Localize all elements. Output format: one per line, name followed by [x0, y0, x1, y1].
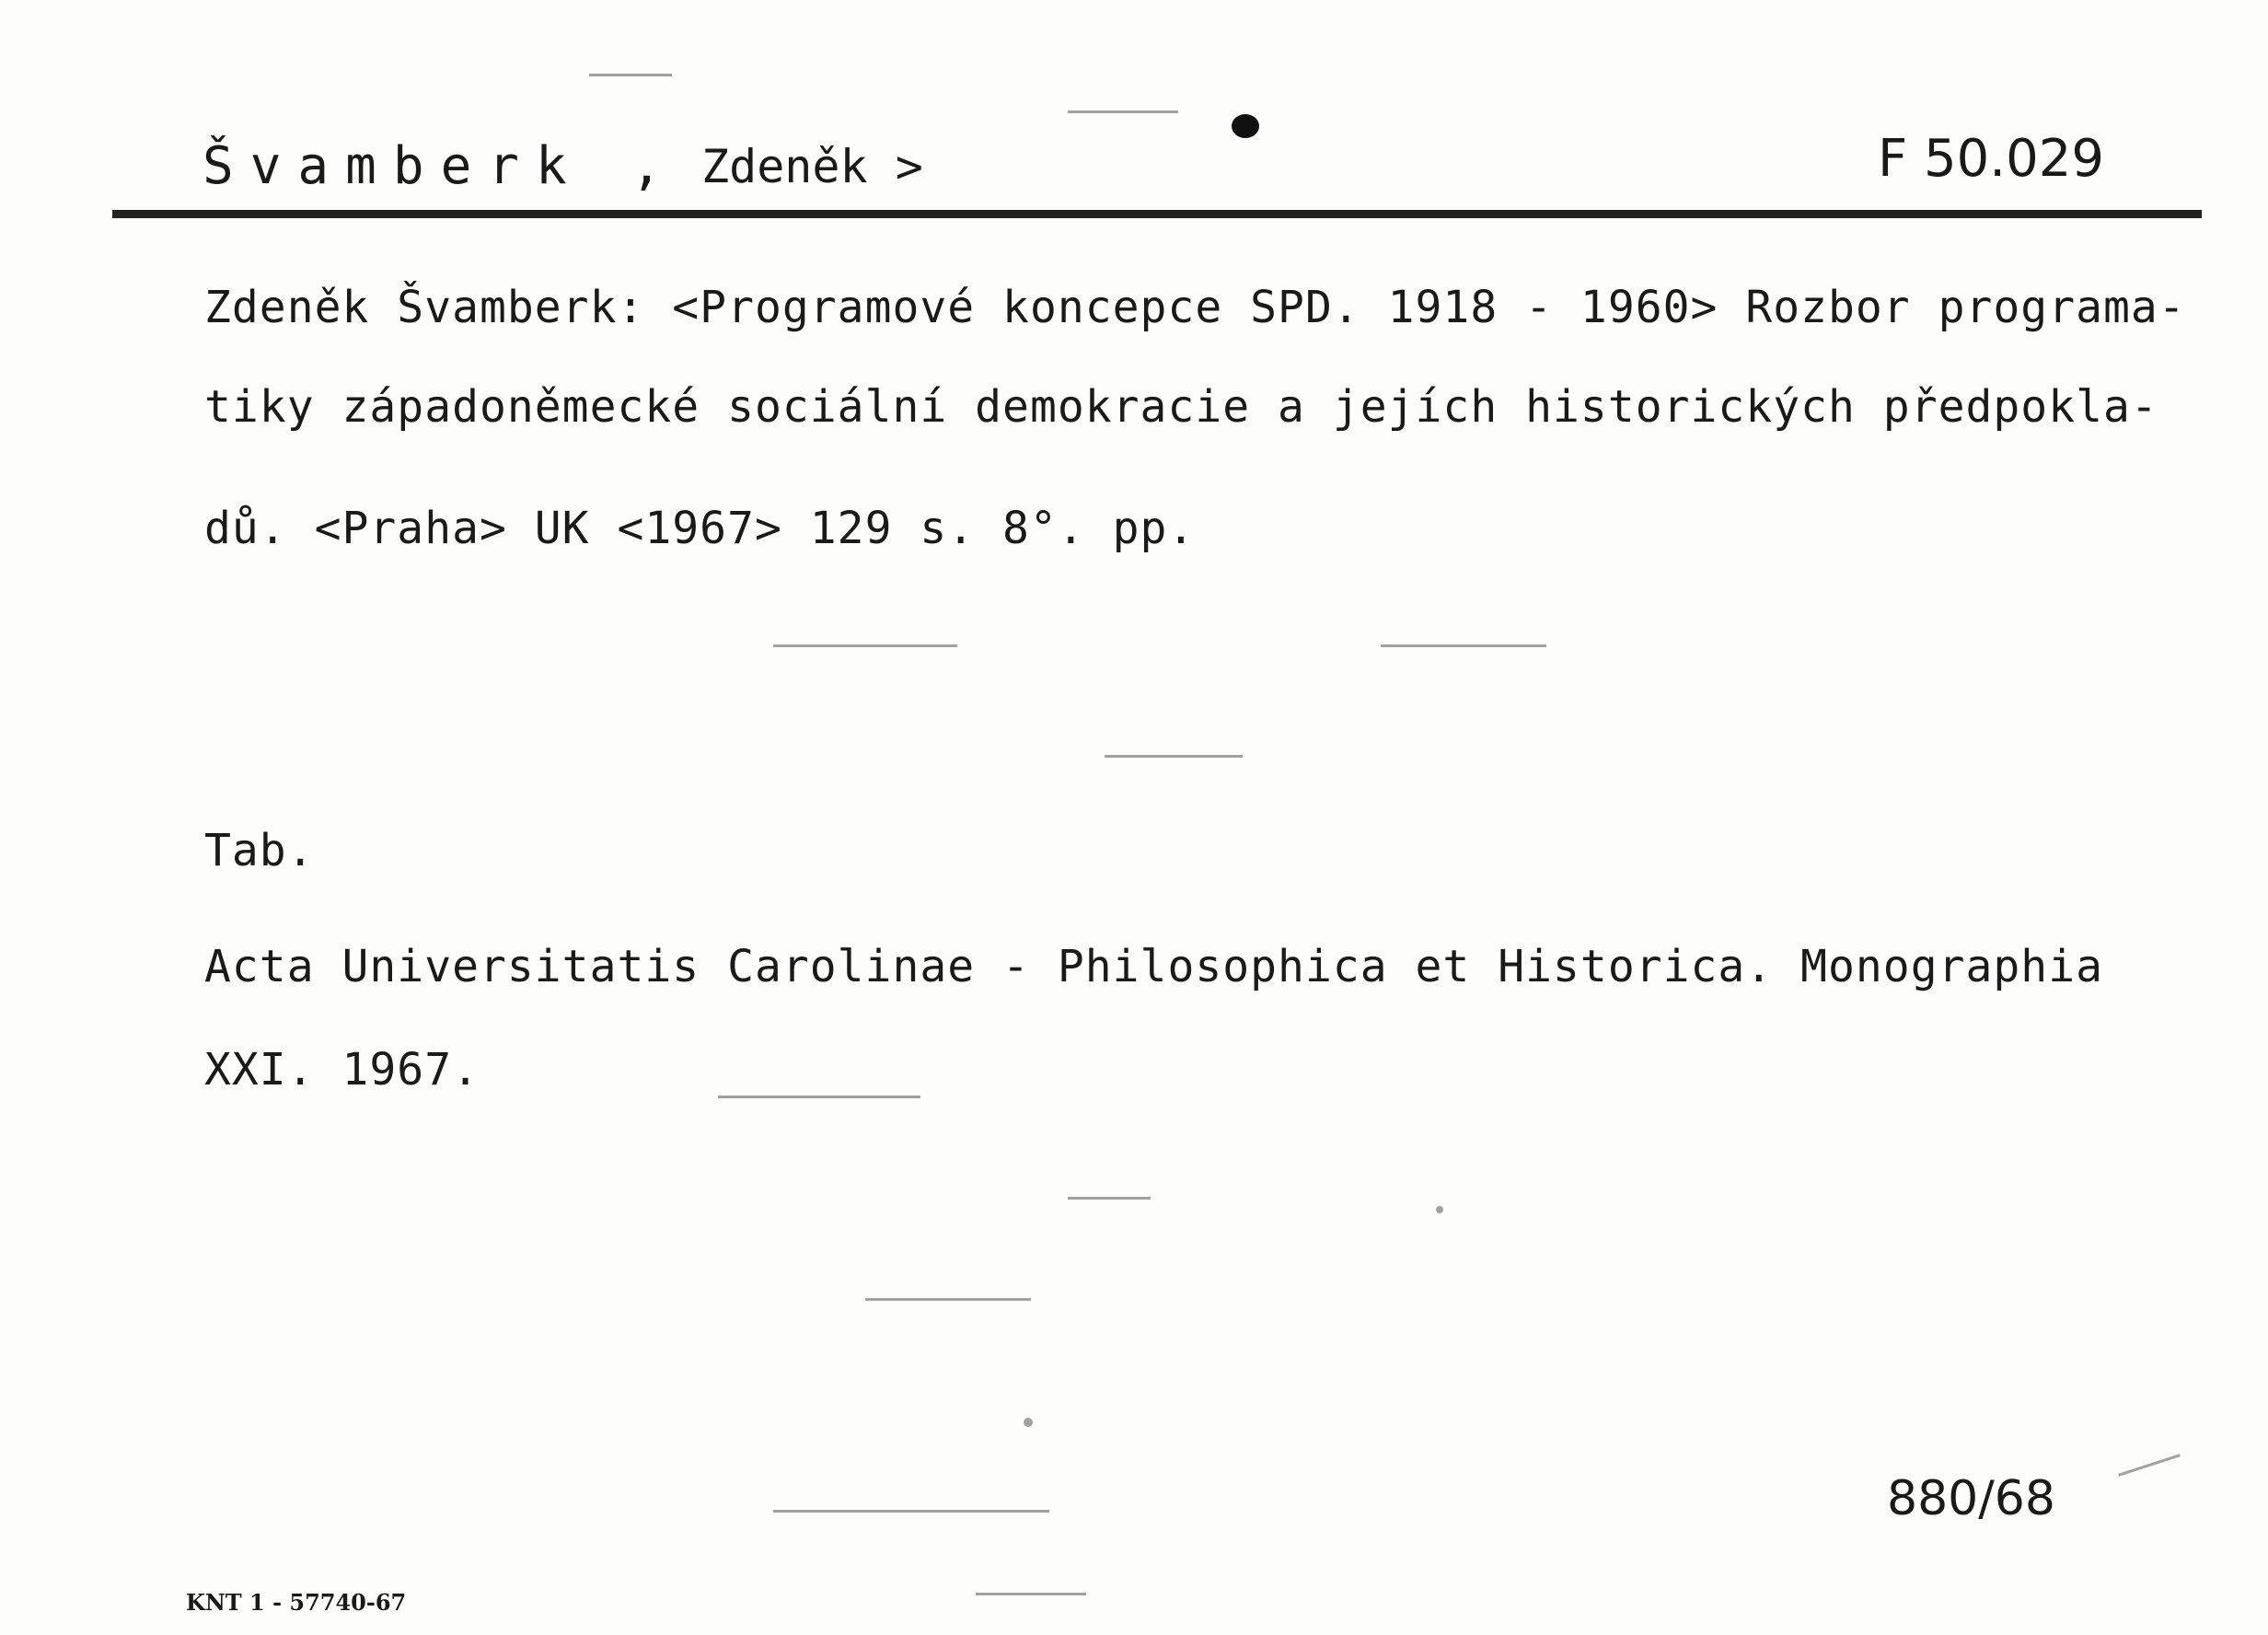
heading-rule — [112, 210, 2202, 218]
scan-speck — [718, 1096, 920, 1098]
scan-speck — [1068, 1197, 1151, 1200]
scan-speck — [1024, 1418, 1033, 1427]
entry-line-2: tiky západoněmecké sociální demokracie a jejích historických předpokla- — [204, 381, 2158, 433]
scan-speck — [1105, 755, 1243, 758]
scan-speck — [1381, 644, 1546, 647]
scan-speck — [1068, 110, 1178, 113]
scan-speck — [589, 74, 672, 76]
punch-hole-mark — [1232, 114, 1259, 138]
scan-speck — [865, 1298, 1031, 1301]
heading-given-name: Zdeněk > — [701, 140, 923, 193]
call-number: F 50.029 — [1878, 129, 2104, 189]
scan-speck — [976, 1593, 1086, 1595]
series-line-2: XXI. 1967. — [204, 1044, 480, 1096]
heading-surname: Švamberk , — [202, 136, 679, 196]
scan-speck — [2118, 1454, 2181, 1476]
acquisition-number: 880/68 — [1887, 1471, 2055, 1526]
note-tab: Tab. — [204, 825, 315, 876]
entry-line-1: Zdeněk Švamberk: <Programové koncepce SPD. 1918 - 1960> Rozbor programa- — [204, 282, 2186, 333]
scan-speck — [1436, 1206, 1443, 1213]
entry-line-3: dů. <Praha> UK <1967> 129 s. 8°. pp. — [204, 503, 1196, 554]
scan-speck — [773, 644, 957, 647]
series-line-1: Acta Universitatis Carolinae - Philosophica et Historica. Monographia — [204, 941, 2103, 992]
scan-speck — [773, 1510, 1049, 1513]
printer-mark: KNT 1 - 57740-67 — [186, 1589, 407, 1616]
